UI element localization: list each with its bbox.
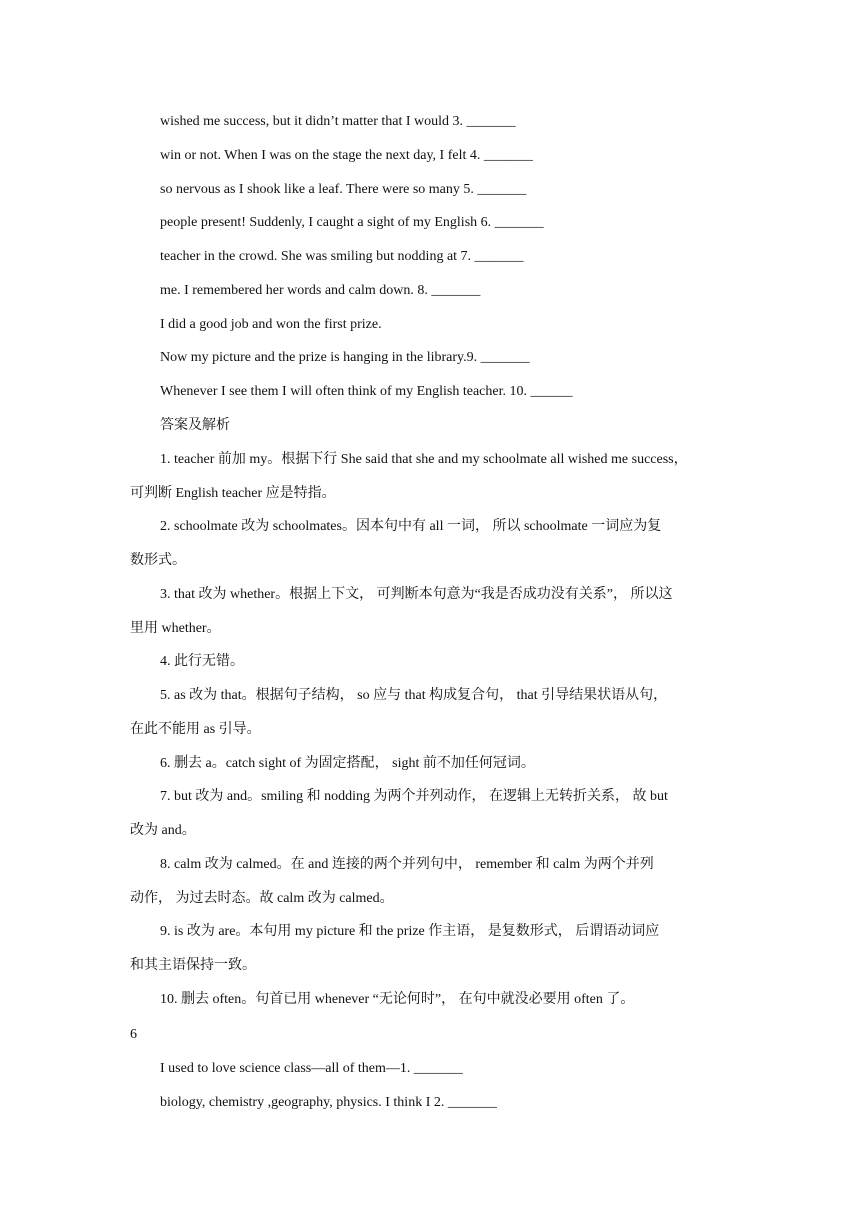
answer-continuation: 数形式。 bbox=[130, 553, 186, 568]
passage-line: I did a good job and won the first prize. bbox=[160, 317, 382, 332]
passage-line: biology, chemistry ,geography, physics. I think I 2. _______ bbox=[160, 1095, 497, 1110]
answer-item bbox=[130, 510, 730, 578]
answer-text: 6. 删去 a。catch sight of 为固定搭配， sight 前不加任何冠词。 bbox=[160, 756, 535, 771]
passage-line: win or not. When I was on the stage the next day, I felt 4. _______ bbox=[160, 148, 533, 163]
answer-continuation: 动作， 为过去时态。故 calm 改为 calmed。 bbox=[130, 891, 394, 906]
answer-text: 4. 此行无错。 bbox=[160, 654, 244, 669]
answer-text: 9. is 改为 are。本句用 my picture 和 the prize 作主语， 是复数形式， 后谓语动词应 bbox=[160, 924, 660, 939]
answer-item bbox=[130, 780, 730, 848]
answer-continuation: 改为 and。 bbox=[130, 823, 196, 838]
passage-line: I used to love science class—all of them—1. _______ bbox=[160, 1061, 463, 1076]
answer-heading: 答案及解析 bbox=[160, 418, 230, 433]
answer-item bbox=[130, 645, 730, 679]
passage-line: Whenever I see them I will often think of my English teacher. 10. ______ bbox=[160, 384, 573, 399]
passage-line: me. I remembered her words and calm down. 8. _______ bbox=[160, 283, 481, 298]
passage-line: so nervous as I shook like a leaf. There were so many 5. _______ bbox=[160, 182, 527, 197]
answer-text: 3. that 改为 whether。根据上下文， 可判断本句意为“我是否成功没有关系”， 所以这 bbox=[160, 587, 673, 602]
answer-continuation: 在此不能用 as 引导。 bbox=[130, 722, 261, 737]
answer-continuation: 和其主语保持一致。 bbox=[130, 958, 256, 973]
answer-item bbox=[130, 679, 730, 747]
passage-line: Now my picture and the prize is hanging in the library.9. _______ bbox=[160, 350, 530, 365]
answer-item bbox=[130, 983, 730, 1017]
answer-text: 8. calm 改为 calmed。在 and 连接的两个并列句中， remember 和 calm 为两个并列 bbox=[160, 857, 654, 872]
answer-item bbox=[130, 578, 730, 646]
answer-text: 5. as 改为 that。根据句子结构， so 应与 that 构成复合句， that 引导结果状语从句， bbox=[160, 688, 668, 703]
answer-text: 1. teacher 前加 my。根据下行 She said that she and my schoolmate all wished me success， bbox=[160, 452, 688, 467]
answer-item bbox=[130, 747, 730, 781]
passage-line: people present! Suddenly, I caught a sight of my English 6. _______ bbox=[160, 215, 544, 230]
answer-item bbox=[130, 848, 730, 916]
answer-continuation: 里用 whether。 bbox=[130, 621, 221, 636]
passage-line: teacher in the crowd. She was smiling but nodding at 7. _______ bbox=[160, 249, 524, 264]
answer-text: 2. schoolmate 改为 schoolmates。因本句中有 all 一词， 所以 schoolmate 一词应为复 bbox=[160, 519, 662, 534]
answer-item bbox=[130, 915, 730, 983]
section-number: 6 bbox=[130, 1027, 137, 1042]
passage-line: wished me success, but it didn’t matter that I would 3. _______ bbox=[160, 114, 516, 129]
answer-text: 7. but 改为 and。smiling 和 nodding 为两个并列动作， 在逻辑上无转折关系， 故 but bbox=[160, 789, 668, 804]
answer-item bbox=[130, 443, 730, 511]
answer-continuation: 可判断 English teacher 应是特指。 bbox=[130, 486, 336, 501]
answer-text: 10. 删去 often。句首已用 whenever “无论何时”， 在句中就没必要用 often 了。 bbox=[160, 992, 635, 1007]
